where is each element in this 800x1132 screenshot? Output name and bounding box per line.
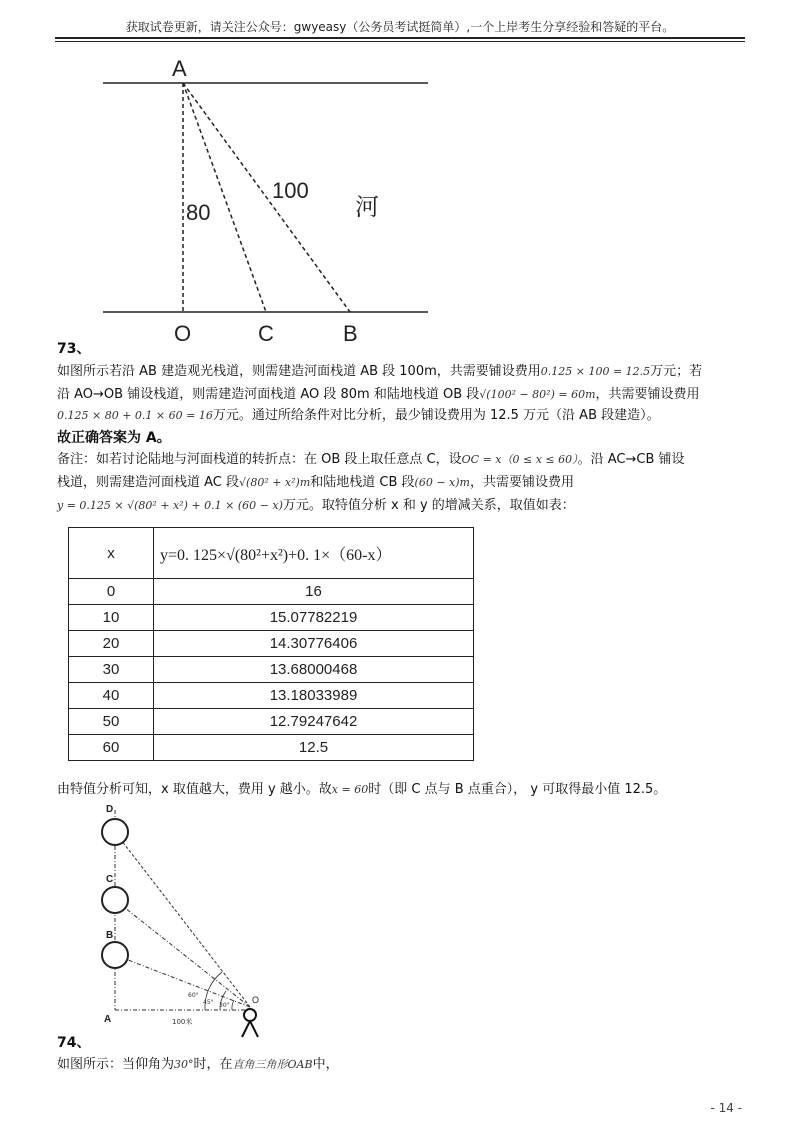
cell-x: 60: [69, 735, 154, 761]
formula: (60 − x)m: [414, 476, 470, 489]
formula: √(100² − 80²) = 60m: [479, 388, 596, 401]
cell-y: 16: [154, 579, 474, 605]
balloon-b: [102, 942, 128, 968]
cell-y: 15.07782219: [154, 605, 474, 631]
formula: x = 60: [331, 783, 369, 796]
page-number: - 14 -: [710, 1101, 742, 1115]
cell-x: 30: [69, 657, 154, 683]
text: 时（即 C 点与 B 点重合）， y 可取得最小值 12.5。: [368, 782, 667, 797]
text: 时，在: [193, 1057, 233, 1072]
label-o: O: [252, 995, 260, 1005]
label-80: 80: [186, 200, 211, 225]
table-row: [69, 657, 474, 683]
value-table: [68, 527, 474, 761]
label-c: C: [106, 874, 114, 885]
table-row: [69, 605, 474, 631]
table-row: [69, 709, 474, 735]
cell-x: 0: [69, 579, 154, 605]
text: 中，: [312, 1057, 339, 1072]
label-a: A: [104, 1014, 112, 1025]
formula: √(80² + x²)m: [239, 476, 311, 489]
formula: 0.125 × 80 + 0.1 × 60 = 16: [57, 409, 213, 422]
angle-label-30: 30°: [219, 1002, 230, 1009]
table-row: [69, 579, 474, 605]
q73-line-3: [57, 406, 660, 426]
label-b: B: [343, 321, 358, 346]
text: 。沿 AC→CB 铺设: [577, 452, 685, 467]
cell-x: 20: [69, 631, 154, 657]
angle-label-60: 60°: [188, 992, 199, 999]
table-row: [69, 631, 474, 657]
cell-x: 40: [69, 683, 154, 709]
question-73-number: 73、: [57, 341, 91, 357]
label-100: 100: [272, 178, 309, 203]
text: 万元。通过所给条件对比分析，最少铺设费用为 12.5 万元（沿 AB 段建造）。: [212, 408, 660, 423]
segment-ab: [183, 83, 350, 312]
angle-arc-30: [232, 1000, 234, 1010]
text: 如图所示若沿 AB 建造观光栈道，则需建造河面栈道 AB 段 100m，共需要铺设费用: [57, 364, 541, 379]
sight-line-c: [115, 900, 250, 1007]
text: ，共需要铺设费用: [469, 475, 574, 490]
question-74-number: 74、: [57, 1035, 91, 1051]
balloon-d: [102, 819, 128, 845]
cell-x: 50: [69, 709, 154, 735]
text: 和陆地栈道 CB 段: [310, 475, 415, 490]
q73-note-3: [57, 496, 575, 516]
formula: y = 0.125 × √(80² + x²) + 0.1 × (60 − x): [57, 499, 283, 512]
formula: 0.125 × 100 = 12.5: [540, 365, 651, 378]
angle-label-45: 45°: [203, 999, 214, 1006]
formula: OC = x（0 ≤ x ≤ 60）: [461, 453, 578, 466]
q73-line-2: [57, 385, 700, 405]
cell-y: 12.5: [154, 735, 474, 761]
label-a: A: [172, 56, 187, 81]
table-row: [69, 735, 474, 761]
formula: 30°: [174, 1058, 194, 1071]
q73-note-1: [57, 450, 685, 470]
label-o: O: [174, 321, 192, 346]
text: ，共需要铺设费用: [595, 387, 700, 402]
q73-answer: 故正确答案为 A。: [57, 430, 171, 446]
page-header: 获取试卷更新，请关注公众号：gwyeasy（公务员考试挺简单）,一个上岸考生分享经验和答疑的平台。: [125, 20, 675, 34]
text: 由特值分析可知，x 取值越大，费用 y 越小。故: [57, 782, 332, 797]
q74-line-1: [57, 1055, 339, 1075]
table-row: [69, 683, 474, 709]
label-c: C: [258, 321, 274, 346]
q73-line-1: [57, 362, 702, 382]
header-rule: [55, 37, 745, 39]
formula: 直角三角形OAB: [232, 1058, 313, 1071]
label-d: D: [106, 804, 114, 815]
text: 如图所示：当仰角为: [57, 1057, 175, 1072]
segment-ac: [183, 83, 266, 312]
balloon-c: [102, 887, 128, 913]
text: 栈道，则需建造河面栈道 AC 段: [57, 475, 240, 490]
river-walkway-diagram: [0, 50, 800, 350]
observer-figure: [242, 1009, 258, 1037]
cell-y: 12.79247642: [154, 709, 474, 735]
label-b: B: [106, 930, 114, 941]
text: 沿 AO→OB 铺设栈道，则需建造河面栈道 AO 段 80m 和陆地栈道 OB 段: [57, 387, 480, 402]
cell-y: 13.68000468: [154, 657, 474, 683]
header-x: x: [69, 528, 154, 579]
cell-y: 14.30776406: [154, 631, 474, 657]
label-100m: 100米: [172, 1018, 193, 1026]
table-header-row: [69, 528, 474, 579]
text: 万元。取特值分析 x 和 y 的增减关系，取值如表：: [282, 498, 575, 513]
q73-note-2: [57, 473, 574, 493]
cell-y: 13.18033989: [154, 683, 474, 709]
header-y: y=0. 125×√(80²+x²)+0. 1×（60-x）: [154, 528, 474, 579]
cell-x: 10: [69, 605, 154, 631]
text: 万元；若: [650, 364, 703, 379]
header-rule-thin: [55, 41, 745, 42]
text: 备注：如若讨论陆地与河面栈道的转折点：在 OB 段上取任意点 C，设: [57, 452, 462, 467]
elevation-angle-diagram: [0, 795, 800, 1045]
label-river: 河: [355, 193, 379, 221]
